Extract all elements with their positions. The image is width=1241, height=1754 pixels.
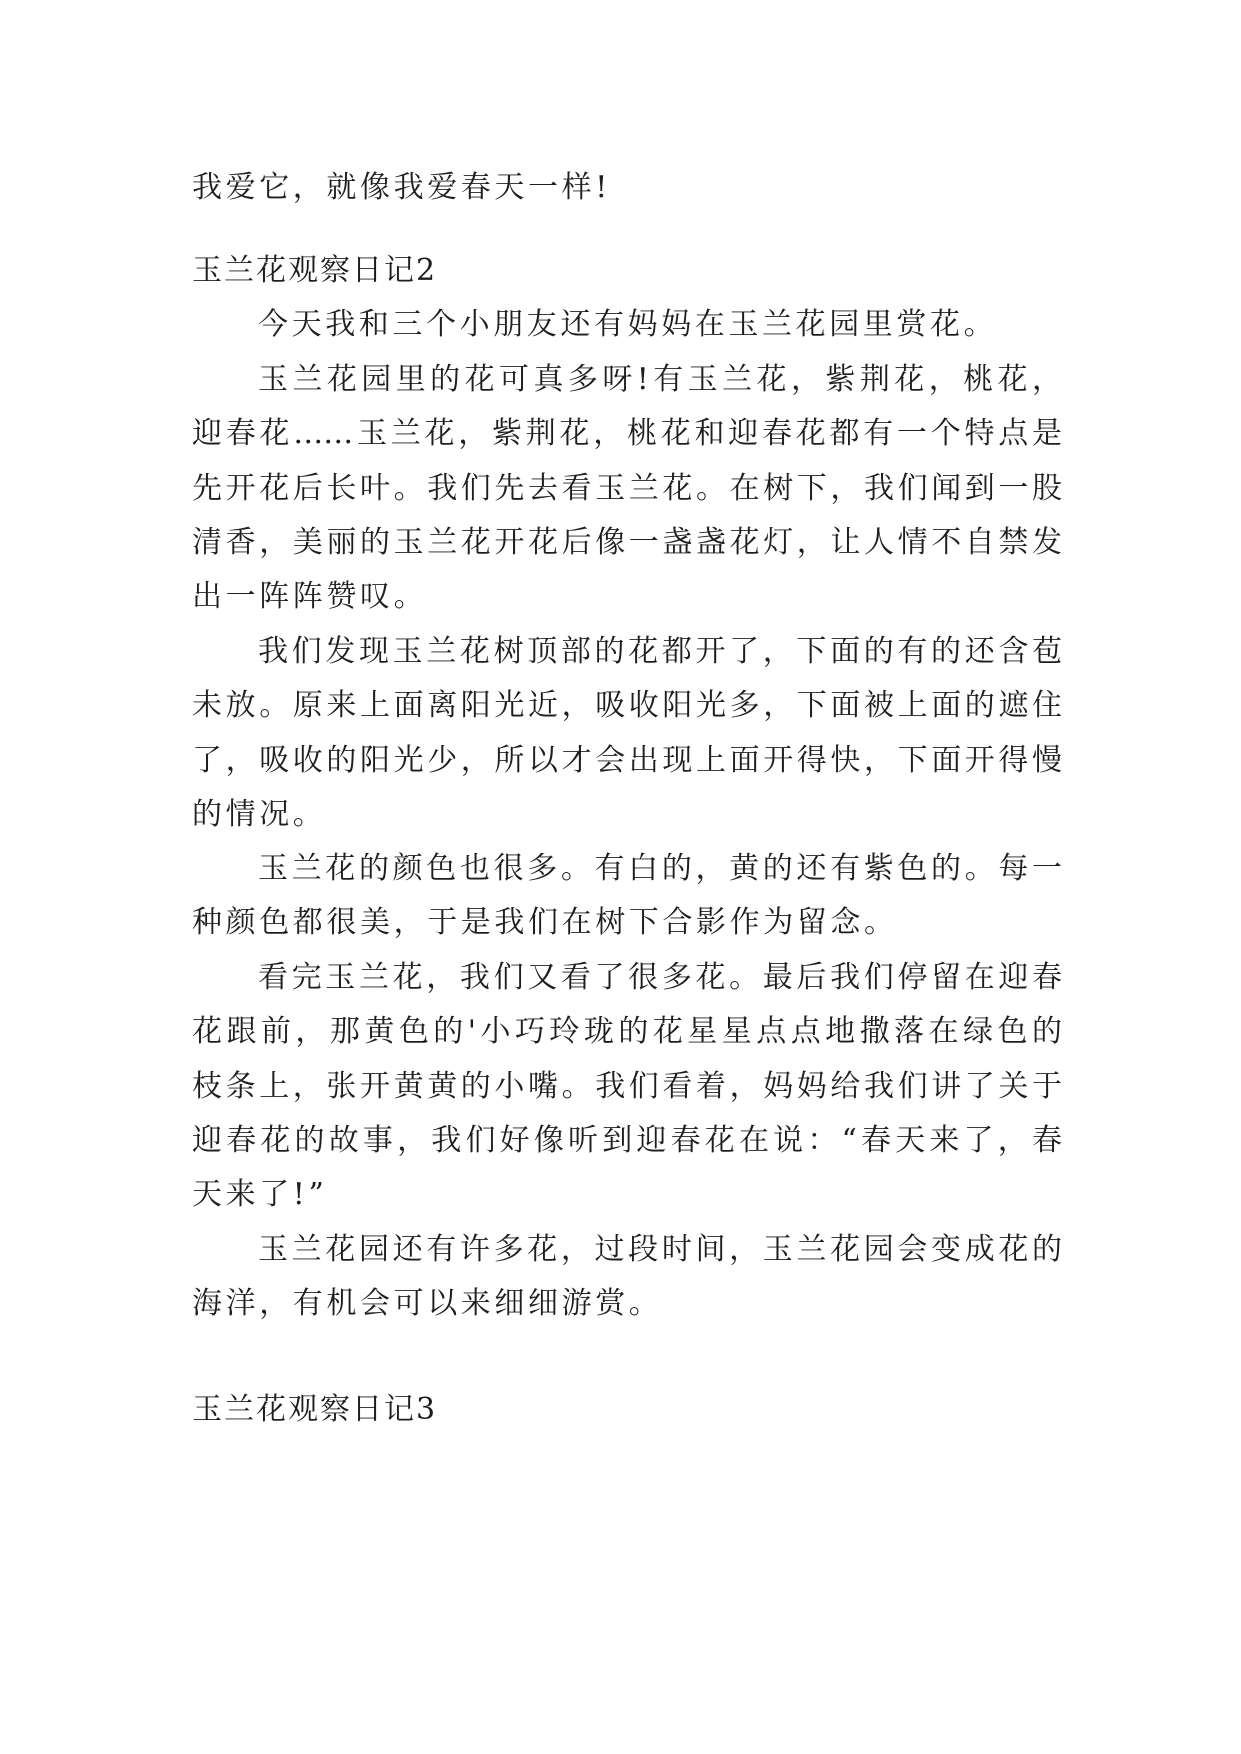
paragraph-line: 看完玉兰花，我们又看了很多花。最后我们停留在迎春	[258, 960, 1062, 995]
paragraph-line: 玉兰花园里的花可真多呀!有玉兰花，紫荆花，桃花，	[258, 362, 1062, 397]
paragraph-line: 花跟前，那黄色的'小巧玲珑的花星星点点地撒落在绿色的	[192, 1014, 1062, 1049]
paragraph-line: 的情况。	[192, 797, 327, 832]
paragraph-line: 枝条上，张开黄黄的小嘴。我们看着，妈妈给我们讲了关于	[192, 1069, 1062, 1104]
paragraph-line: 玉兰花的颜色也很多。有白的，黄的还有紫色的。每一	[258, 851, 1062, 886]
closing-line: 我爱它，就像我爱春天一样!	[192, 170, 611, 205]
paragraph-line: 天来了!”	[192, 1177, 328, 1212]
section-2-title: 玉兰花观察日记2	[192, 253, 438, 288]
paragraph-line: 迎春花……玉兰花，紫荆花，桃花和迎春花都有一个特点是	[192, 416, 1062, 451]
paragraph-line: 清香，美丽的玉兰花开花后像一盏盏花灯，让人情不自禁发	[192, 525, 1062, 560]
paragraph-line: 海洋，有机会可以来细细游赏。	[192, 1286, 663, 1321]
paragraph-line: 先开花后长叶。我们先去看玉兰花。在树下，我们闻到一股	[192, 471, 1062, 506]
section-3-title: 玉兰花观察日记3	[192, 1392, 438, 1427]
paragraph-line: 未放。原来上面离阳光近，吸收阳光多，下面被上面的遮住	[192, 688, 1062, 723]
paragraph-line: 出一阵阵赞叹。	[192, 579, 428, 614]
paragraph-line: 了，吸收的阳光少，所以才会出现上面开得快，下面开得慢	[192, 743, 1062, 778]
paragraph-line: 玉兰花园还有许多花，过段时间，玉兰花园会变成花的	[258, 1232, 1062, 1267]
paragraph-line: 迎春花的故事，我们好像听到迎春花在说：“春天来了，春	[192, 1123, 1062, 1158]
paragraph-line: 种颜色都很美，于是我们在树下合影作为留念。	[192, 905, 898, 940]
paragraph-line: 今天我和三个小朋友还有妈妈在玉兰花园里赏花。	[258, 307, 998, 342]
paragraph-line: 我们发现玉兰花树顶部的花都开了，下面的有的还含苞	[258, 634, 1062, 669]
